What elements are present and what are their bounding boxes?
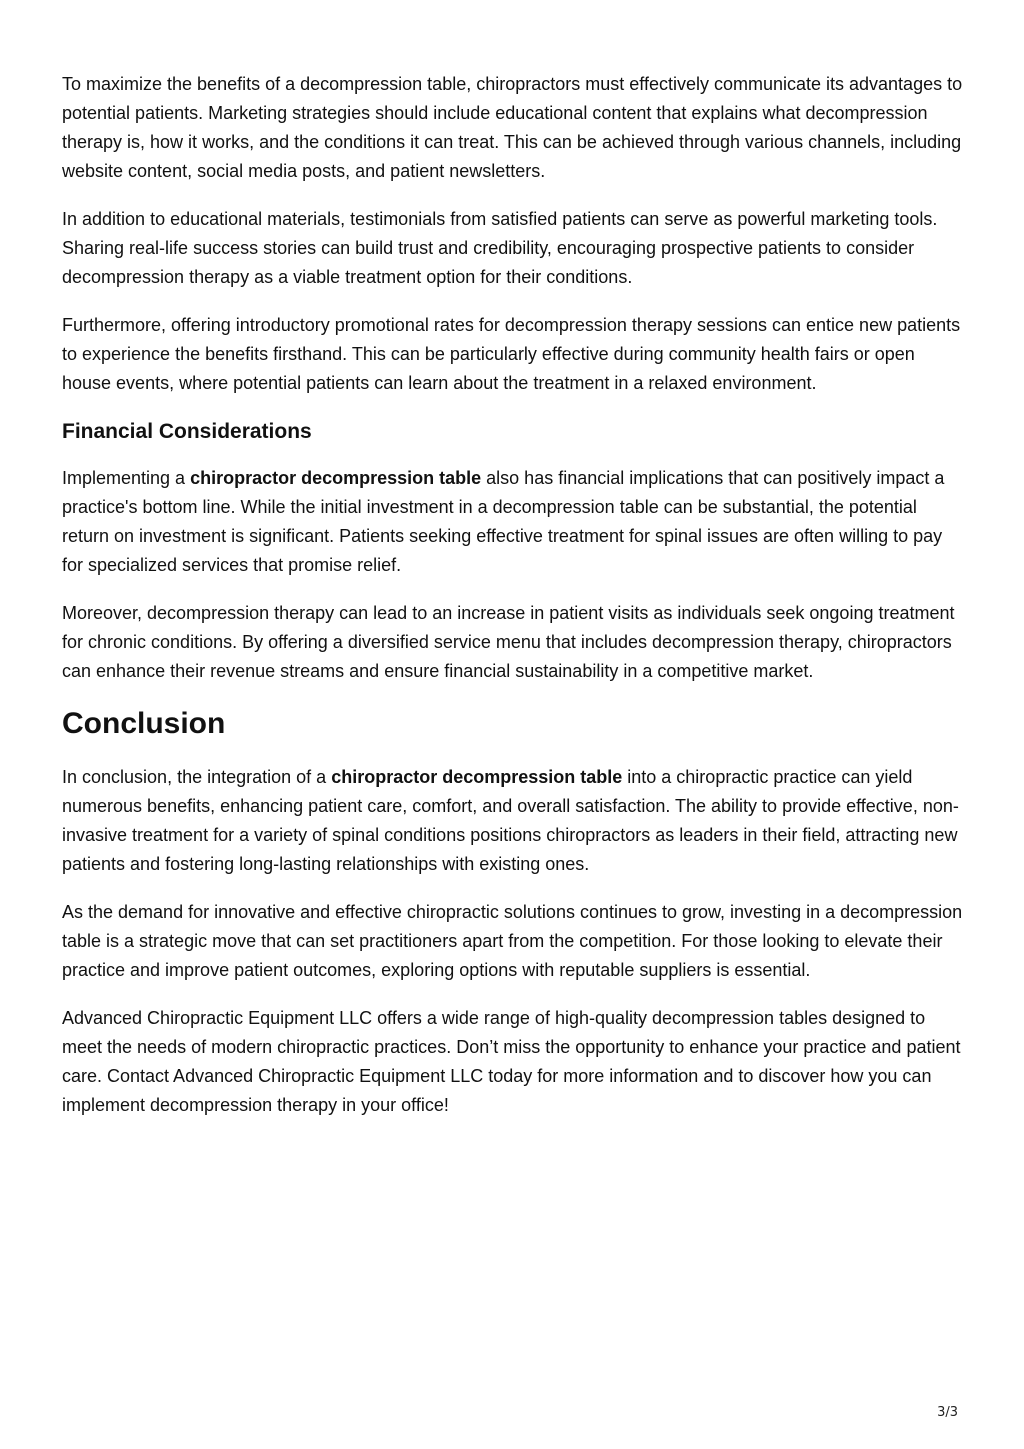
paragraph-demand-growth: As the demand for innovative and effective chiropractic solutions continues to grow, investing in a decompression table is a strategic move that can set practitioners apart from the competition. For those looking to elevate their practice and improve patient outcomes, exploring options with reputable suppliers is essential. bbox=[62, 902, 963, 980]
paragraph-patient-visits: Moreover, decompression therapy can lead to an increase in patient visits as individuals seek ongoing treatment for chronic conditions. By offering a diversified service menu that includes decompression therapy, chiropractors can enhance their revenue streams and ensure financial sustainability in a competitive market. bbox=[62, 603, 955, 681]
document-page bbox=[62, 70, 964, 1139]
paragraph-marketing-strategies: To maximize the benefits of a decompression table, chiropractors must effectively communicate its advantages to potential patients. Marketing strategies should include educational content that explains what decompression therapy is, how it works, and the conditions it can treat. This can be achieved through various channels, including website content, social media posts, and patient newsletters. bbox=[62, 74, 963, 181]
conclusion-heading: Conclusion bbox=[62, 707, 226, 740]
page-number: 3/3 bbox=[937, 1405, 958, 1420]
keyword-chiropractor-decompression-table: chiropractor decompression table bbox=[331, 767, 623, 787]
paragraph-financial-implications bbox=[62, 464, 964, 580]
text-segment: In conclusion, the integration of a bbox=[62, 767, 332, 787]
paragraph-promotional-rates: Furthermore, offering introductory promotional rates for decompression therapy sessions can entice new patients to experience the benefits firsthand. This can be particularly effective during community health fairs or open house events, where potential patients can learn about the treatment in a relaxed environment. bbox=[62, 315, 961, 393]
financial-considerations-heading: Financial Considerations bbox=[62, 420, 312, 443]
paragraph-conclusion-intro bbox=[62, 763, 964, 879]
paragraph-company-offer: Advanced Chiropractic Equipment LLC offers a wide range of high-quality decompression tables designed to meet the needs of modern chiropractic practices. Don’t miss the opportunity to enhance your practice and patient care. Contact Advanced Chiropractic Equipment LLC today for more information and to discover how you can implement decompression therapy in your office! bbox=[62, 1008, 961, 1115]
text-segment: Implementing a bbox=[62, 468, 191, 488]
text-segment: into a chiropractic practice can yield numerous benefits, enhancing patient care, comfort, and overall satisfaction. The ability to provide effective, non-invasive treatment for a variety of spinal conditions positions chiropractors as leaders in their field, attracting new patients and fostering long-lasting relationships with existing ones. bbox=[62, 767, 959, 874]
keyword-chiropractor-decompression-table: chiropractor decompression table bbox=[190, 468, 482, 488]
paragraph-testimonials: In addition to educational materials, testimonials from satisfied patients can serve as powerful marketing tools. Sharing real-life success stories can build trust and credibility, encouraging prospective patients to consider decompression therapy as a viable treatment option for their conditions. bbox=[62, 209, 938, 287]
text-segment: also has financial implications that can positively impact a practice's bottom line. While the initial investment in a decompression table can be substantial, the potential return on investment is significant. Patients seeking effective treatment for spinal issues are often willing to pay for specialized services that promise relief. bbox=[62, 468, 945, 575]
